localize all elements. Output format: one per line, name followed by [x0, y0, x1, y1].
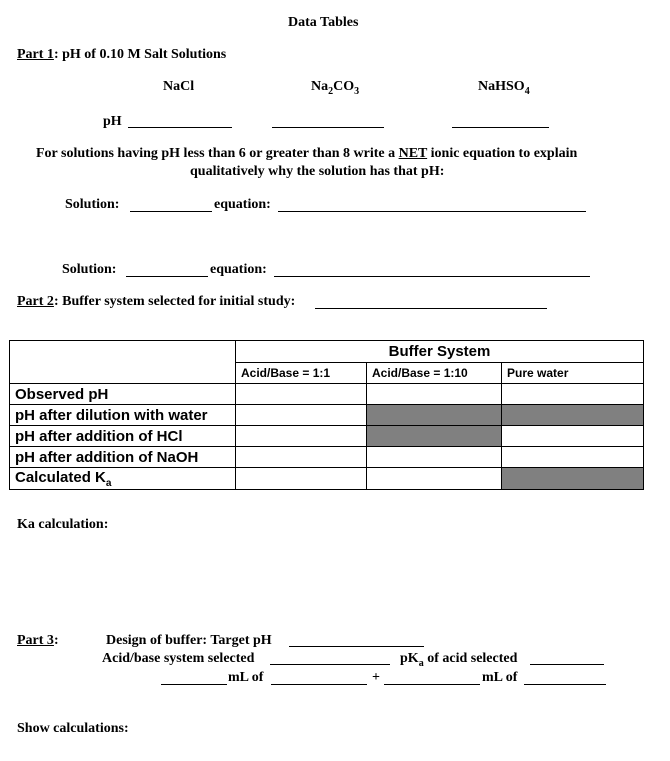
- solution-label-1: Solution:: [65, 197, 120, 212]
- row-label-naoh: pH after addition of NaOH: [10, 447, 236, 468]
- ph-na2co3-blank[interactable]: [272, 127, 384, 128]
- pka-blank[interactable]: [530, 664, 604, 665]
- row-label-observed-ph: Observed pH: [10, 384, 236, 405]
- cell-ka-1-10[interactable]: [367, 468, 502, 490]
- ph-nacl-blank[interactable]: [128, 127, 232, 128]
- part2-label: Part 2: [17, 294, 54, 309]
- buffer-system-header: Buffer System: [236, 341, 644, 363]
- row-label-calculated-ka: Calculated $K_a$: [10, 468, 236, 490]
- col-header-acid-base-1-1: Acid/Base = 1:1: [236, 363, 367, 384]
- solution-label-2: Solution:: [62, 262, 117, 277]
- row-label-dilution: pH after dilution with water: [10, 405, 236, 426]
- pka-label: $pK_a$ of acid selected: [400, 651, 518, 669]
- cell-observed-ph-1-1[interactable]: [236, 384, 367, 405]
- part1-heading-text: : pH of 0.10 M Salt Solutions: [53, 47, 227, 62]
- part3-label: Part 3: [17, 633, 54, 648]
- row-label-hcl: pH after addition of HCl: [10, 426, 236, 447]
- net-emphasis: NET: [398, 146, 428, 161]
- equation-label-2: equation:: [210, 262, 267, 277]
- cell-hcl-1-1[interactable]: [236, 426, 367, 447]
- instruction-line1: For solutions having pH less than 6 or greater than 8 write a NET ionic equation to explain: [36, 146, 578, 161]
- col-header-pure-water: Pure water: [502, 363, 644, 384]
- ml-of-label-1: mL of: [228, 670, 264, 685]
- table-corner-cell: [10, 341, 236, 384]
- buffer-system-blank[interactable]: [315, 308, 547, 309]
- cell-ka-water-shaded: [502, 468, 644, 490]
- part3-heading: Part 3:: [17, 633, 59, 648]
- cell-observed-ph-water[interactable]: [502, 384, 644, 405]
- salt-na2co3: $Na_2CO_3$: [311, 79, 360, 97]
- cell-hcl-water[interactable]: [502, 426, 644, 447]
- ml-of-label-2: mL of: [482, 670, 518, 685]
- ml-acid-name-blank[interactable]: [271, 684, 367, 685]
- cell-dilution-water-shaded: [502, 405, 644, 426]
- ka-calculation-label: Ka calculation:: [17, 517, 109, 532]
- cell-naoh-1-1[interactable]: [236, 447, 367, 468]
- cell-ka-1-1[interactable]: [236, 468, 367, 490]
- equation-blank-1[interactable]: [278, 211, 586, 212]
- equation-blank-2[interactable]: [274, 276, 590, 277]
- ml-base-name-blank[interactable]: [524, 684, 606, 685]
- ml-base-amount-blank[interactable]: [384, 684, 480, 685]
- cell-naoh-water[interactable]: [502, 447, 644, 468]
- salt-nahso4: NaHSO$_4$: [478, 79, 530, 97]
- ph-nahso4-blank[interactable]: [452, 127, 549, 128]
- show-calculations-label: Show calculations:: [17, 721, 129, 736]
- acid-base-system-label: Acid/base system selected: [102, 651, 255, 666]
- solution-blank-1[interactable]: [130, 211, 212, 212]
- part1-label: Part 1: [17, 47, 54, 62]
- page-title: Data Tables: [288, 15, 359, 30]
- ph-label: pH: [103, 114, 122, 129]
- part1-heading: [17, 47, 226, 63]
- col-header-acid-base-1-10: Acid/Base = 1:10: [367, 363, 502, 384]
- cell-dilution-1-10-shaded: [367, 405, 502, 426]
- part2-heading-text: : Buffer system selected for initial study:: [53, 294, 296, 309]
- instruction-line2: qualitatively why the solution has that pH:: [190, 164, 445, 179]
- cell-dilution-1-1[interactable]: [236, 405, 367, 426]
- part2-heading: [17, 294, 295, 310]
- buffer-table: [9, 340, 644, 490]
- acid-base-system-blank[interactable]: [270, 664, 390, 665]
- cell-observed-ph-1-10[interactable]: [367, 384, 502, 405]
- target-ph-blank[interactable]: [289, 646, 424, 647]
- equation-label-1: equation:: [214, 197, 271, 212]
- plus-sign: +: [372, 670, 380, 685]
- cell-naoh-1-10[interactable]: [367, 447, 502, 468]
- cell-hcl-1-10-shaded: [367, 426, 502, 447]
- design-target-ph-label: Design of buffer: Target pH: [106, 633, 272, 648]
- ml-acid-amount-blank[interactable]: [161, 684, 227, 685]
- solution-blank-2[interactable]: [126, 276, 208, 277]
- salt-nacl: NaCl: [163, 79, 195, 94]
